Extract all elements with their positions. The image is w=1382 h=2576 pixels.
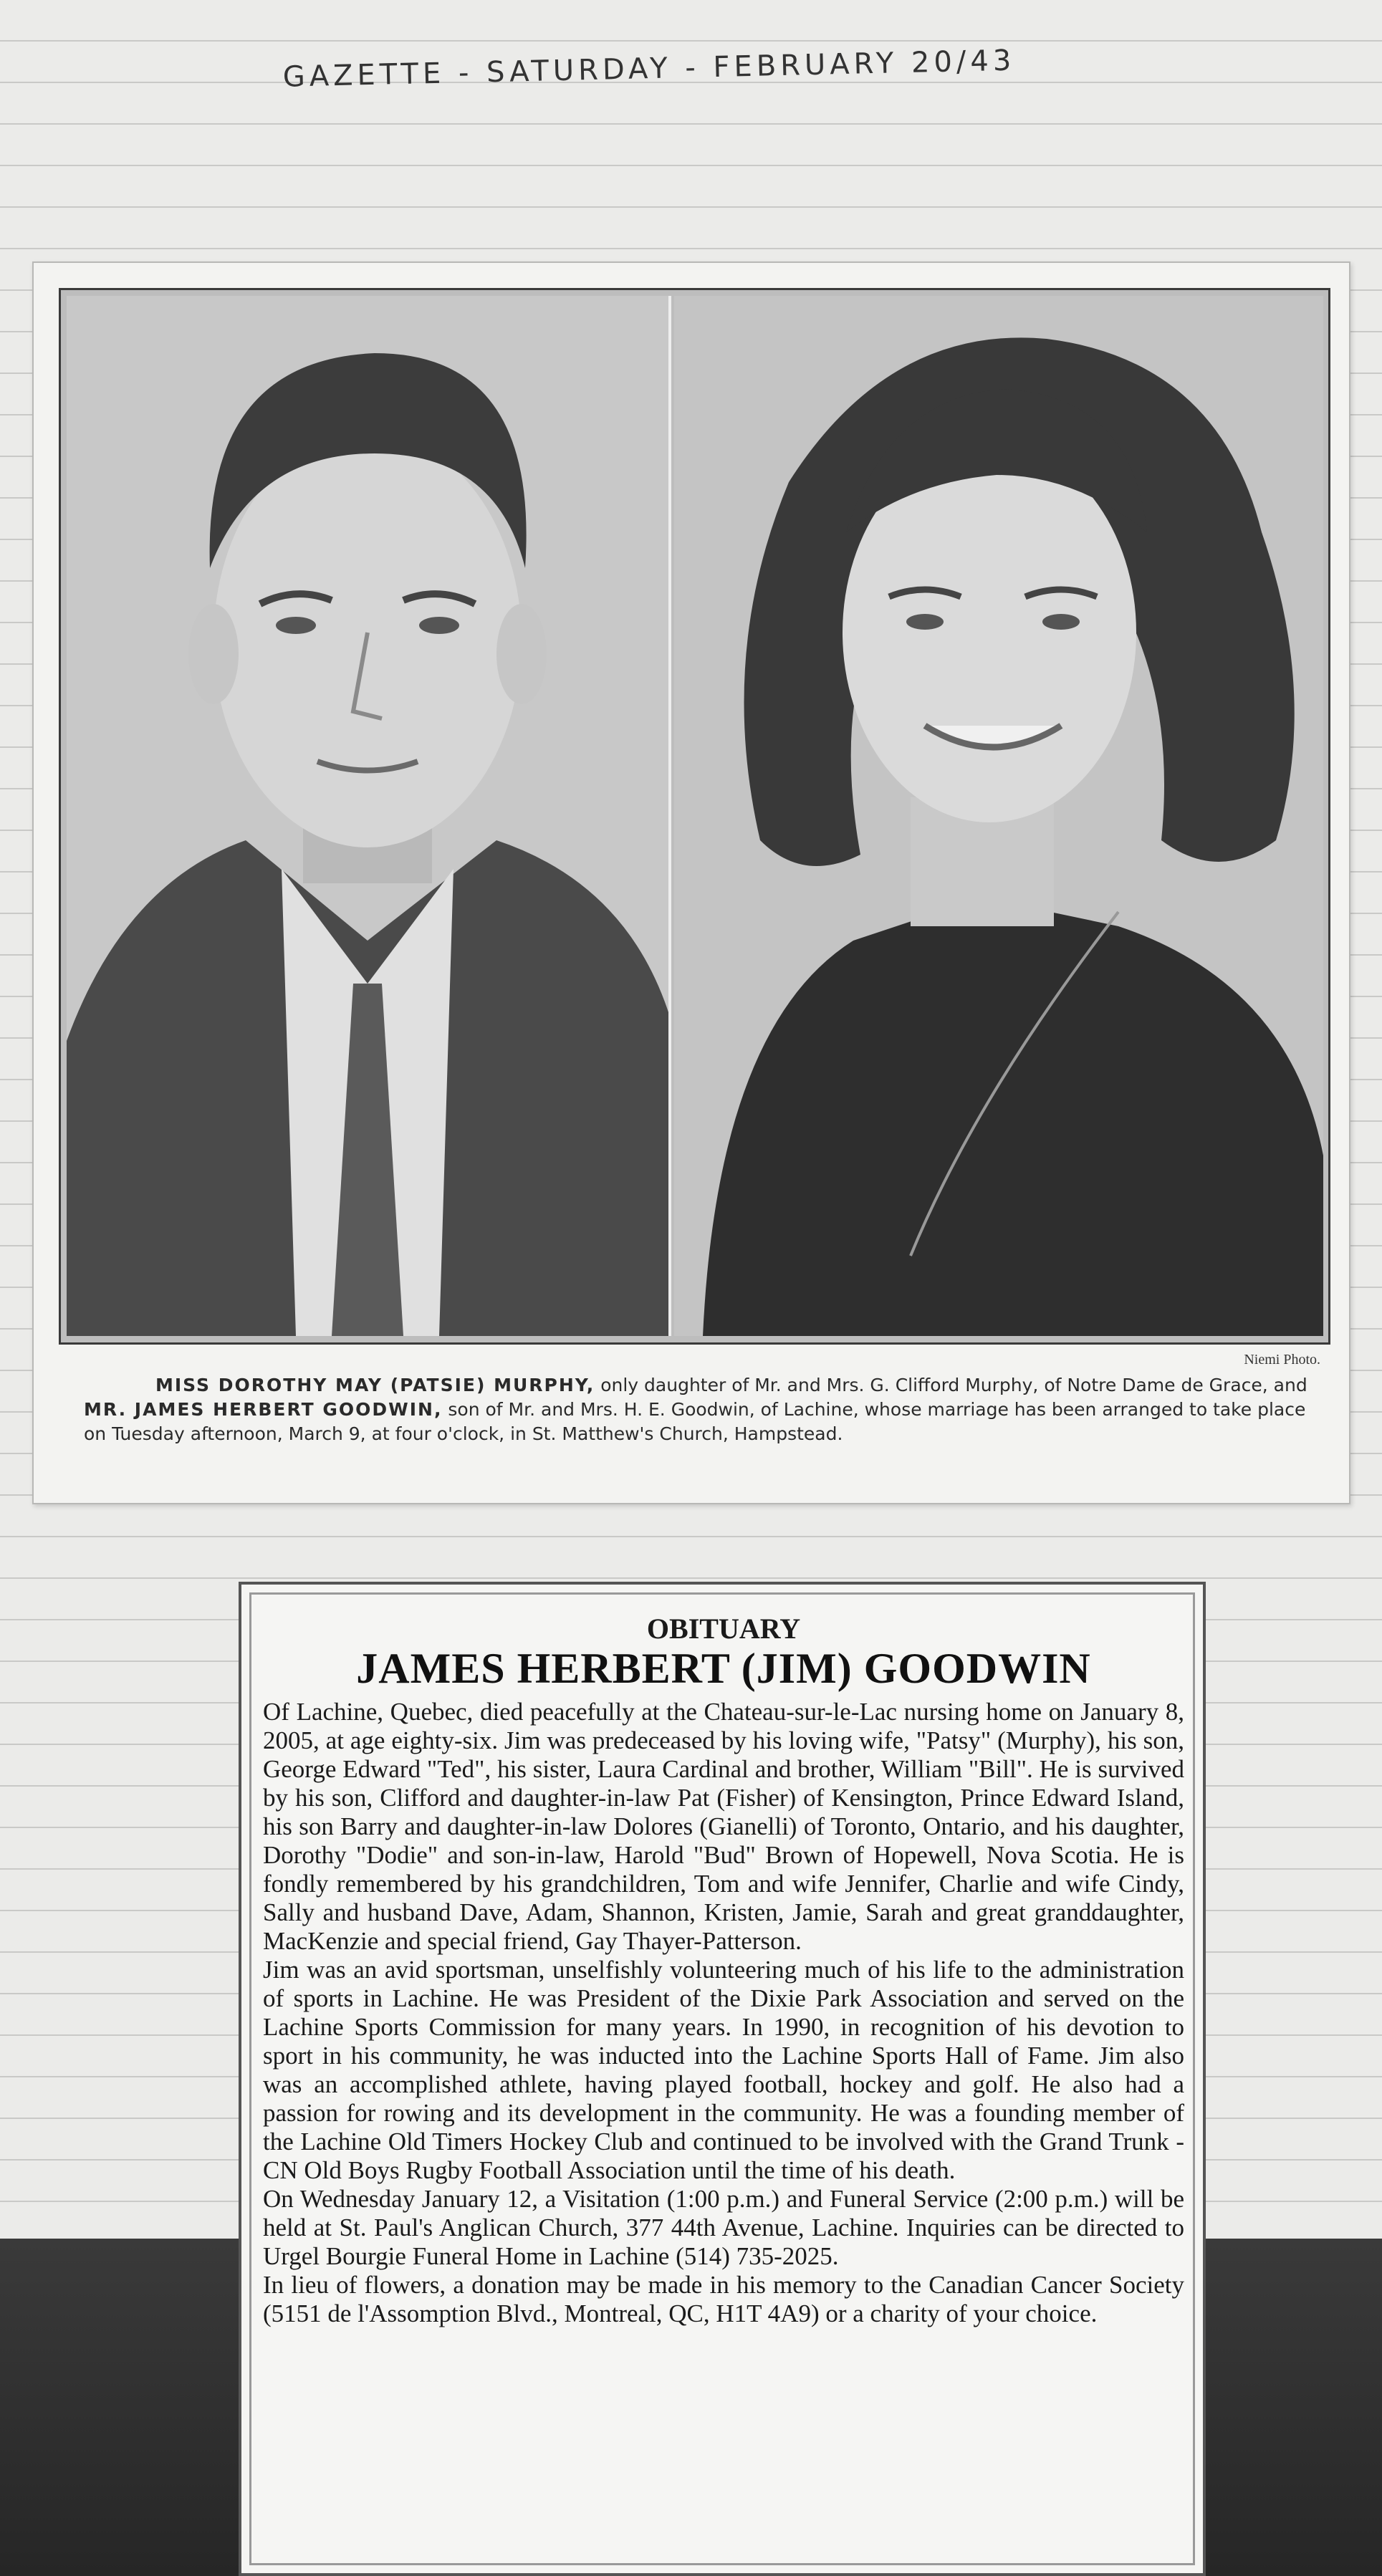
obituary-content xyxy=(263,1613,1184,2328)
bride-details: only daughter of Mr. and Mrs. G. Clifford Murphy, of Notre Dame de Grace, and xyxy=(595,1375,1307,1395)
obituary-paragraph: Jim was an avid sportsman, unselfishly volunteering much of his life to the administration of sports in Lachine. He was President of the Dixie Park Association and served on the Lachine Sports Commission for many years. In 1990, in recognition of his devotion to sport in his community, he was inducted into the Lachine Sports Hall of Fame. Jim also was an accomplished athlete, having played football, hockey and golf. He also had a passion for rowing and its development in the community. He was a founding member of the Lachine Old Timers Hockey Club and continued to be involved with the Grand Trunk - CN Old Boys Rugby Football Association until the time of his death. xyxy=(263,1956,1184,2184)
groom-name: MR. JAMES HERBERT GOODWIN, xyxy=(84,1399,443,1420)
wedding-announcement-clipping xyxy=(32,261,1350,1504)
obituary-title: JAMES HERBERT (JIM) GOODWIN xyxy=(356,1645,1091,1692)
obituary-kicker: OBITUARY xyxy=(646,1613,801,1645)
bride-name: MISS DOROTHY MAY (PATSIE) MURPHY, xyxy=(155,1375,595,1395)
handwritten-header: GAZETTE - SATURDAY - FEBRUARY 20/43 xyxy=(282,44,1016,94)
groom-portrait xyxy=(67,296,671,1336)
obituary-paragraph: In lieu of flowers, a donation may be made in his memory to the Canadian Cancer Society (5151 de l'Assomption Blvd., Montreal, QC, H1T 4A9) or a charity of your choice. xyxy=(263,2271,1184,2327)
wedding-caption xyxy=(84,1373,1316,1446)
bride-portrait xyxy=(674,296,1323,1336)
groom-details: son of Mr. and Mrs. H. E. Goodwin, of Lachine, whose marriage has been arranged to take place on Tuesday afternoon, March 9, at four o'clock, in St. Matthew's Church, Hampstead. xyxy=(84,1399,1306,1444)
obituary-clipping xyxy=(239,1582,1206,2576)
obituary-paragraph: Of Lachine, Quebec, died peacefully at the Chateau-sur-le-Lac nursing home on January 8, 2005, at age eighty-six. Jim was predeceased by his loving wife, "Patsy" (Murphy), his son, George Edward "Ted", his sister, Laura Cardinal and brother, William "Bill". He is survived by his son, Clifford and daughter-in-law Pat (Fisher) of Kensington, Prince Edward Island, his son Barry and daughter-in-law Dolores (Gianelli) of Toronto, Ontario, and his daughter, Dorothy "Dodie" and son-in-law, Harold "Bud" Brown of Hopewell, Nova Scotia. He is fondly remembered by his grandchildren, Tom and wife Jennifer, Charlie and wife Cindy, Sally and husband Dave, Adam, Shannon, Kristen, Jamie, Sarah and great granddaughter, MacKenzie and special friend, Gay Thayer-Patterson. xyxy=(263,1698,1184,1955)
obituary-paragraph: On Wednesday January 12, a Visitation (1:00 p.m.) and Funeral Service (2:00 p.m.) will be held at St. Paul's Anglican Church, 377 44th Avenue, Lachine. Inquiries can be directed to Urgel Bourgie Funeral Home in Lachine (514) 735-2025. xyxy=(263,2185,1184,2270)
photo-credit: Niemi Photo. xyxy=(1244,1352,1320,1368)
portrait-photos xyxy=(59,288,1330,1345)
